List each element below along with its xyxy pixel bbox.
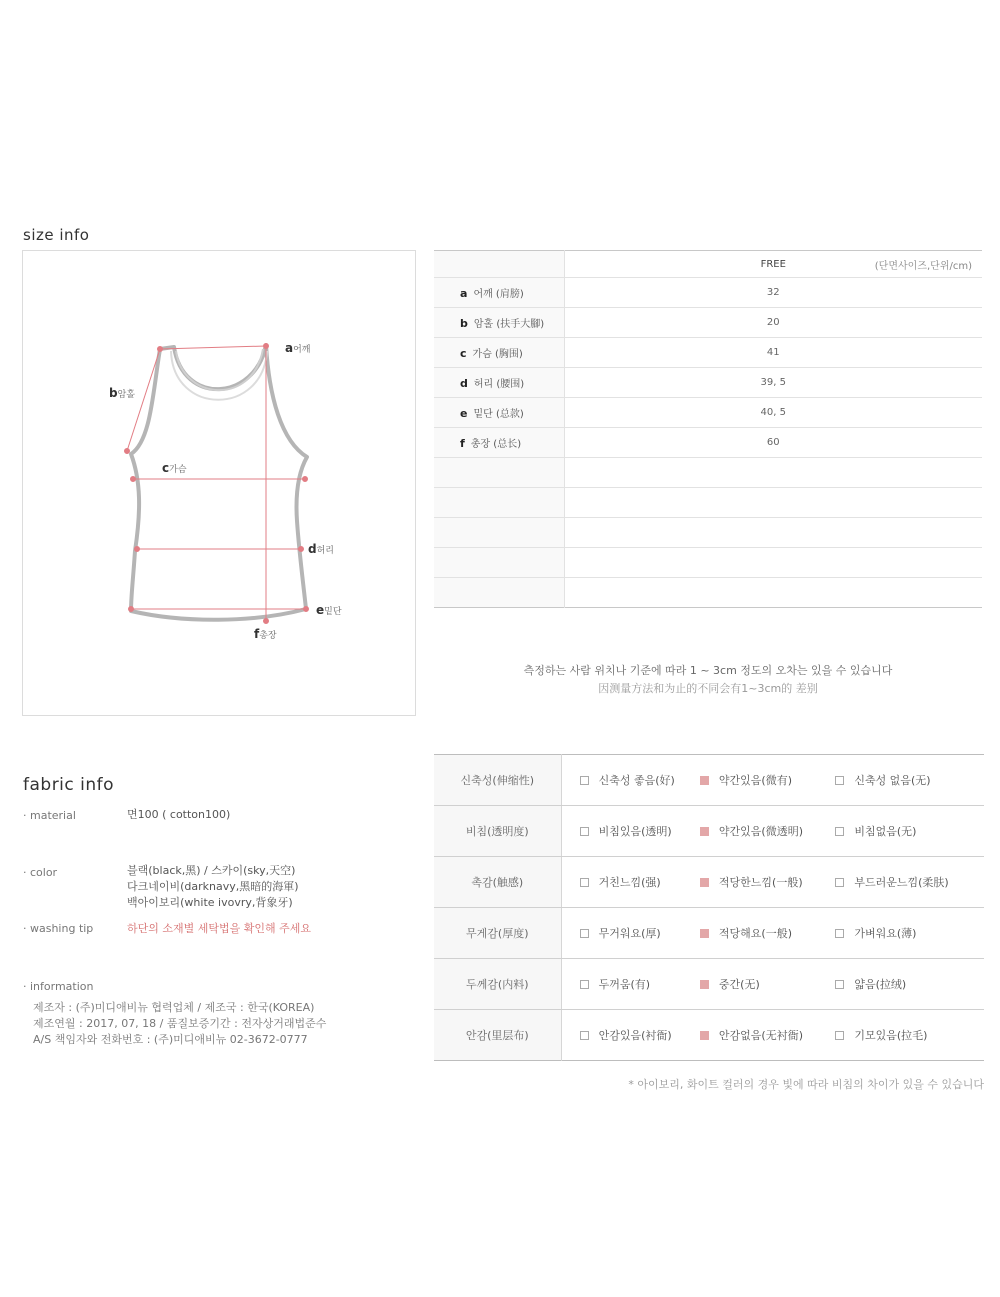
fabric-row-label: 촉감(触感) <box>434 857 561 908</box>
neckline-inner <box>176 349 263 390</box>
size-row-empty <box>434 578 982 608</box>
fabric-note: * 아이보리, 화이트 컬러의 경우 빛에 따라 비침의 차이가 있을 수 있습니다 <box>628 1078 984 1091</box>
fabric-option <box>561 1010 682 1061</box>
size-row-empty <box>434 458 982 488</box>
color-value: 다크네이비(darknavy,黑暗的海軍) <box>127 880 299 893</box>
size-row <box>434 368 982 398</box>
fabric-option-text: 중간(无) <box>718 978 760 991</box>
unchecked-box-icon <box>580 827 589 836</box>
checked-box-icon <box>700 929 709 938</box>
tank-top-diagram <box>23 251 417 717</box>
fabric-option <box>817 857 984 908</box>
size-row-value: 40, 5 <box>564 398 982 428</box>
size-row-label: e 밑단 (总款) <box>434 398 564 428</box>
fabric-option-text: 신축성 좋음(好) <box>598 774 675 787</box>
size-row-value: 41 <box>564 338 982 368</box>
unchecked-box-icon <box>580 878 589 887</box>
fabric-option-text: 무거워요(厚) <box>598 927 661 940</box>
fabric-option-text: 가벼워요(薄) <box>854 927 917 940</box>
size-row-label: c 가슴 (胸围) <box>434 338 564 368</box>
unchecked-box-icon <box>580 776 589 785</box>
checked-box-icon <box>700 878 709 887</box>
fabric-option <box>682 959 817 1010</box>
washing-tip-label: · washing tip <box>23 922 94 935</box>
fabric-row <box>434 908 984 959</box>
unchecked-box-icon <box>835 776 844 785</box>
size-diagram <box>22 250 416 716</box>
size-header-cell <box>564 251 982 278</box>
fabric-row-label: 두께감(内料) <box>434 959 561 1010</box>
size-note-korean: 측정하는 사람 위치나 기준에 따라 1 ~ 3cm 정도의 오차는 있을 수 있습니다 <box>523 664 893 677</box>
fabric-option-text: 약간있음(微有) <box>718 774 792 787</box>
fabric-option-text: 안감있음(衬衙) <box>598 1029 672 1042</box>
size-row-value: 32 <box>564 278 982 308</box>
unchecked-box-icon <box>580 980 589 989</box>
size-row-label: f 총장 (总长) <box>434 428 564 458</box>
fabric-option-text: 거친느낌(强) <box>598 876 661 889</box>
unchecked-box-icon <box>835 1031 844 1040</box>
fabric-row-label: 신축성(伸缩性) <box>434 755 561 806</box>
fabric-row <box>434 857 984 908</box>
size-row-label: d 허리 (腰围) <box>434 368 564 398</box>
fabric-option <box>682 1010 817 1061</box>
unchecked-box-icon <box>835 980 844 989</box>
size-table-corner <box>434 251 564 278</box>
checked-box-icon <box>700 1031 709 1040</box>
size-row-value: 20 <box>564 308 982 338</box>
size-row <box>434 428 982 458</box>
fabric-option <box>561 806 682 857</box>
fabric-option-text: 기모있음(拉毛) <box>854 1029 928 1042</box>
size-row-value: 60 <box>564 428 982 458</box>
material-label: · material <box>23 809 76 822</box>
fabric-option <box>561 755 682 806</box>
fabric-option <box>682 908 817 959</box>
size-row <box>434 338 982 368</box>
fabric-option-text: 약간있음(微透明) <box>718 825 803 838</box>
checked-box-icon <box>700 980 709 989</box>
information-lines <box>33 1000 326 1048</box>
fabric-option-text: 적당해요(一般) <box>718 927 792 940</box>
unchecked-box-icon <box>580 1031 589 1040</box>
fabric-row <box>434 959 984 1010</box>
information-label: · information <box>23 980 94 993</box>
fabric-row <box>434 1010 984 1061</box>
unchecked-box-icon <box>835 929 844 938</box>
information-line: 제조연월 : 2017, 07, 18 / 품질보증기간 : 전자상거래법준수 <box>33 1017 327 1030</box>
size-row-empty <box>434 548 982 578</box>
garment-outline <box>131 345 307 620</box>
size-table <box>434 250 982 608</box>
fabric-option-text: 두꺼움(有) <box>598 978 651 991</box>
size-row-value: 39, 5 <box>564 368 982 398</box>
color-values <box>127 863 299 911</box>
fabric-option <box>817 908 984 959</box>
information-line: A/S 책임자와 전화번호 : (주)미디애비뉴 02-3672-0777 <box>33 1033 308 1046</box>
size-info-title: size info <box>23 226 90 244</box>
fabric-option-text: 부드러운느낌(柔肤) <box>854 876 949 889</box>
fabric-option-text: 적당한느낌(一般) <box>718 876 803 889</box>
washing-tip-value: 하단의 소재별 세탁법을 확인해 주세요 <box>127 922 312 935</box>
size-row <box>434 278 982 308</box>
fabric-table <box>434 754 984 1061</box>
label-f: f총장 <box>254 627 277 641</box>
fabric-row <box>434 755 984 806</box>
fabric-info-title: fabric info <box>23 775 115 795</box>
unchecked-box-icon <box>835 827 844 836</box>
fabric-option <box>561 857 682 908</box>
fabric-option-text: 안감없음(无衬衙) <box>718 1029 803 1042</box>
size-unit-note: (단면사이즈,단위/cm) <box>874 261 972 272</box>
material-value: 면100 ( cotton100) <box>127 808 231 821</box>
checked-box-icon <box>700 827 709 836</box>
unchecked-box-icon <box>580 929 589 938</box>
fabric-option <box>682 857 817 908</box>
fabric-option-text: 비침없음(无) <box>854 825 917 838</box>
size-row-label: b 암홀 (扶手大腳) <box>434 308 564 338</box>
size-row <box>434 398 982 428</box>
fabric-option <box>817 959 984 1010</box>
label-e: e밑단 <box>316 603 342 617</box>
label-b: b암홀 <box>109 386 135 400</box>
color-value: 백아이보리(white ivovry,背象牙) <box>127 896 293 909</box>
checked-box-icon <box>700 776 709 785</box>
fabric-option-text: 비침있음(透明) <box>598 825 672 838</box>
fabric-row-label: 무게감(厚度) <box>434 908 561 959</box>
fabric-option-text: 신축성 없음(无) <box>854 774 931 787</box>
color-label: · color <box>23 866 58 879</box>
fabric-option <box>817 755 984 806</box>
size-note <box>434 662 982 698</box>
fabric-row-label: 비침(透明度) <box>434 806 561 857</box>
color-value: 블랙(black,黑) / 스카이(sky,天空) <box>127 864 296 877</box>
size-row-empty <box>434 488 982 518</box>
fabric-row <box>434 806 984 857</box>
size-note-chinese: 因测量方法和为止的不同会有1~3cm的 差别 <box>598 682 818 695</box>
fabric-option <box>682 755 817 806</box>
size-row <box>434 308 982 338</box>
fabric-option <box>561 959 682 1010</box>
fabric-option <box>561 908 682 959</box>
size-row-empty <box>434 518 982 548</box>
size-header-free: FREE <box>760 258 786 270</box>
unchecked-box-icon <box>835 878 844 887</box>
label-d: d허리 <box>308 542 334 556</box>
label-c: c가슴 <box>162 461 187 475</box>
fabric-option <box>817 1010 984 1061</box>
size-row-label: a 어깨 (肩膀) <box>434 278 564 308</box>
fabric-row-label: 안감(里层布) <box>434 1010 561 1061</box>
information-line: 제조자 : (주)미디애비뉴 협력업체 / 제조국 : 한국(KOREA) <box>33 1001 315 1014</box>
fabric-option <box>682 806 817 857</box>
fabric-option <box>817 806 984 857</box>
size-table-header <box>434 251 982 278</box>
label-a: a어깨 <box>285 341 311 355</box>
fabric-option-text: 얇음(拉绒) <box>854 978 907 991</box>
